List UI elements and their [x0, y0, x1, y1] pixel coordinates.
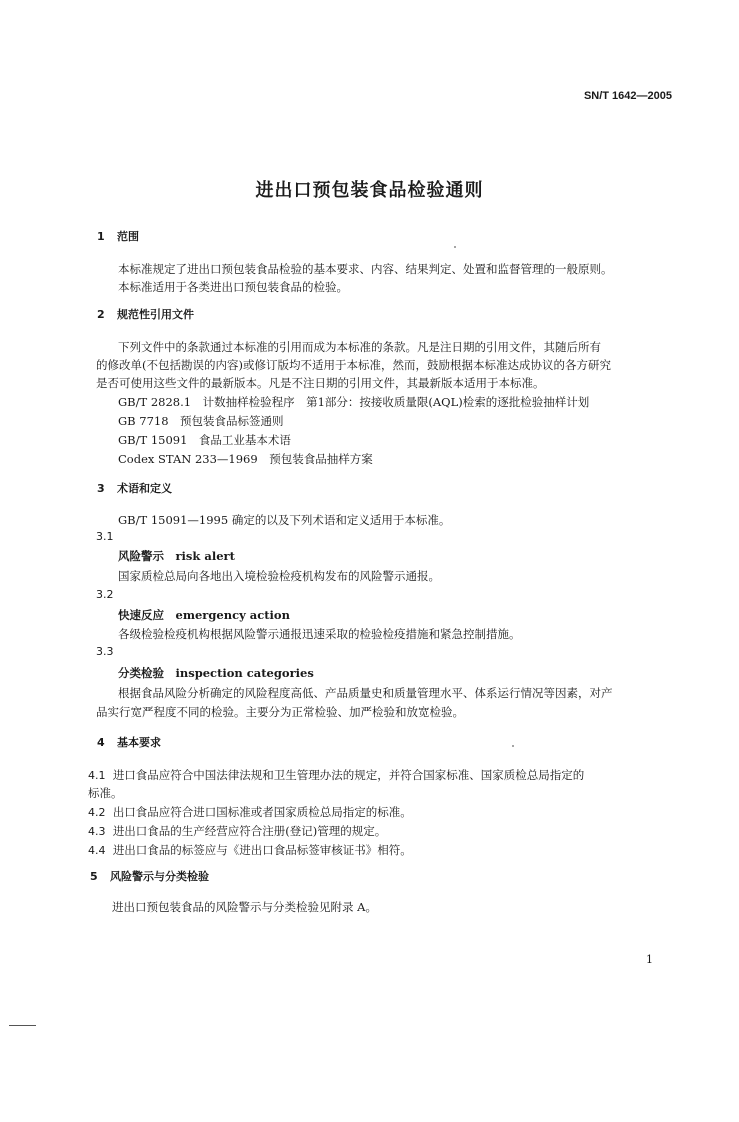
scan-speck: [512, 745, 514, 747]
section-1-heading: [97, 228, 139, 244]
list-item: [88, 842, 412, 858]
clause-number: 3.1: [96, 530, 114, 543]
section-number: 5: [90, 870, 98, 883]
paragraph-line: 是否可使用这些文件的最新版本。凡是不注日期的引用文件，其最新版本适用于本标准。: [96, 376, 545, 390]
clause-number: 4.2: [88, 806, 106, 819]
section-number: 3: [97, 482, 105, 495]
section-title: 风险警示与分类检验: [110, 870, 209, 883]
section-4-heading: [97, 734, 161, 750]
reference-item: Codex STAN 233—1969 预包装食品抽样方案: [118, 452, 373, 466]
clause-number: 3.3: [96, 645, 114, 658]
term-title: 风险警示 risk alert: [118, 549, 235, 563]
paragraph-line: 下列文件中的条款通过本标准的引用而成为本标准的条款。凡是注日期的引用文件，其随后所有: [118, 340, 601, 354]
clause-number: 4.3: [88, 825, 106, 838]
reference-item: GB 7718 预包装食品标签通则: [118, 414, 284, 428]
paragraph: GB/T 15091—1995 确定的以及下列术语和定义适用于本标准。: [118, 513, 451, 527]
section-number: 4: [97, 736, 105, 749]
clause-text: 进出口食品的生产经营应符合注册(登记)管理的规定。: [112, 824, 387, 838]
term-definition: 根据食品风险分析确定的风险程度高低、产品质量史和质量管理水平、体系运行情况等因素，对产: [118, 686, 613, 700]
section-number: 2: [97, 308, 105, 321]
scan-mark: [9, 1025, 36, 1026]
section-title: 范围: [117, 230, 139, 243]
term-definition: 各级检验检疫机构根据风险警示通报迅速采取的检验检疫措施和紧急控制措施。: [118, 627, 521, 641]
clause-number: 4.1: [88, 769, 106, 782]
clause-text: 标准。: [88, 786, 123, 800]
clause-text: 进出口食品的标签应与《进出口食品标签审核证书》相符。: [112, 843, 412, 857]
section-3-heading: [97, 480, 172, 496]
scan-speck: [454, 246, 456, 248]
paragraph-line: 的修改单(不包括勘误的内容)或修订版均不适用于本标准，然而，鼓励根据本标准达成协议的各方研究: [96, 358, 611, 372]
page-title: 进出口预包装食品检验通则: [255, 180, 484, 201]
section-5-heading: [90, 868, 209, 884]
clause-number: 4.4: [88, 844, 106, 857]
term-title: 分类检验 inspection categories: [118, 666, 314, 680]
paragraph: 本标准适用于各类进出口预包装食品的检验。: [118, 280, 348, 294]
reference-item: GB/T 2828.1 计数抽样检验程序 第1部分：按接收质量限(AQL)检索的逐批检验抽样计划: [118, 395, 590, 409]
list-item: [88, 823, 386, 839]
section-title: 基本要求: [117, 736, 161, 749]
paragraph: 进出口预包装食品的风险警示与分类检验见附录 A。: [112, 900, 377, 914]
reference-item: GB/T 15091 食品工业基本术语: [118, 433, 291, 447]
clause-text: 进口食品应符合中国法律法规和卫生管理办法的规定，并符合国家标准、国家质检总局指定的: [112, 768, 585, 782]
term-definition: 品实行宽严程度不同的检验。主要分为正常检验、加严检验和放宽检验。: [96, 705, 464, 719]
section-title: 术语和定义: [117, 482, 172, 495]
list-item: [88, 804, 412, 820]
section-number: 1: [97, 230, 105, 243]
clause-number: 3.2: [96, 588, 114, 601]
clause-text: 出口食品应符合进口国标准或者国家质检总局指定的标准。: [112, 805, 412, 819]
page-number: 1: [646, 953, 653, 966]
section-title: 规范性引用文件: [117, 308, 194, 321]
paragraph: 本标准规定了进出口预包装食品检验的基本要求、内容、结果判定、处置和监督管理的一般原则。: [118, 262, 613, 276]
document-code: SN/T 1642—2005: [583, 90, 672, 102]
term-title: 快速反应 emergency action: [118, 608, 290, 622]
list-item: [88, 767, 584, 783]
term-definition: 国家质检总局向各地出入境检验检疫机构发布的风险警示通报。: [118, 569, 440, 583]
section-2-heading: [97, 306, 194, 322]
